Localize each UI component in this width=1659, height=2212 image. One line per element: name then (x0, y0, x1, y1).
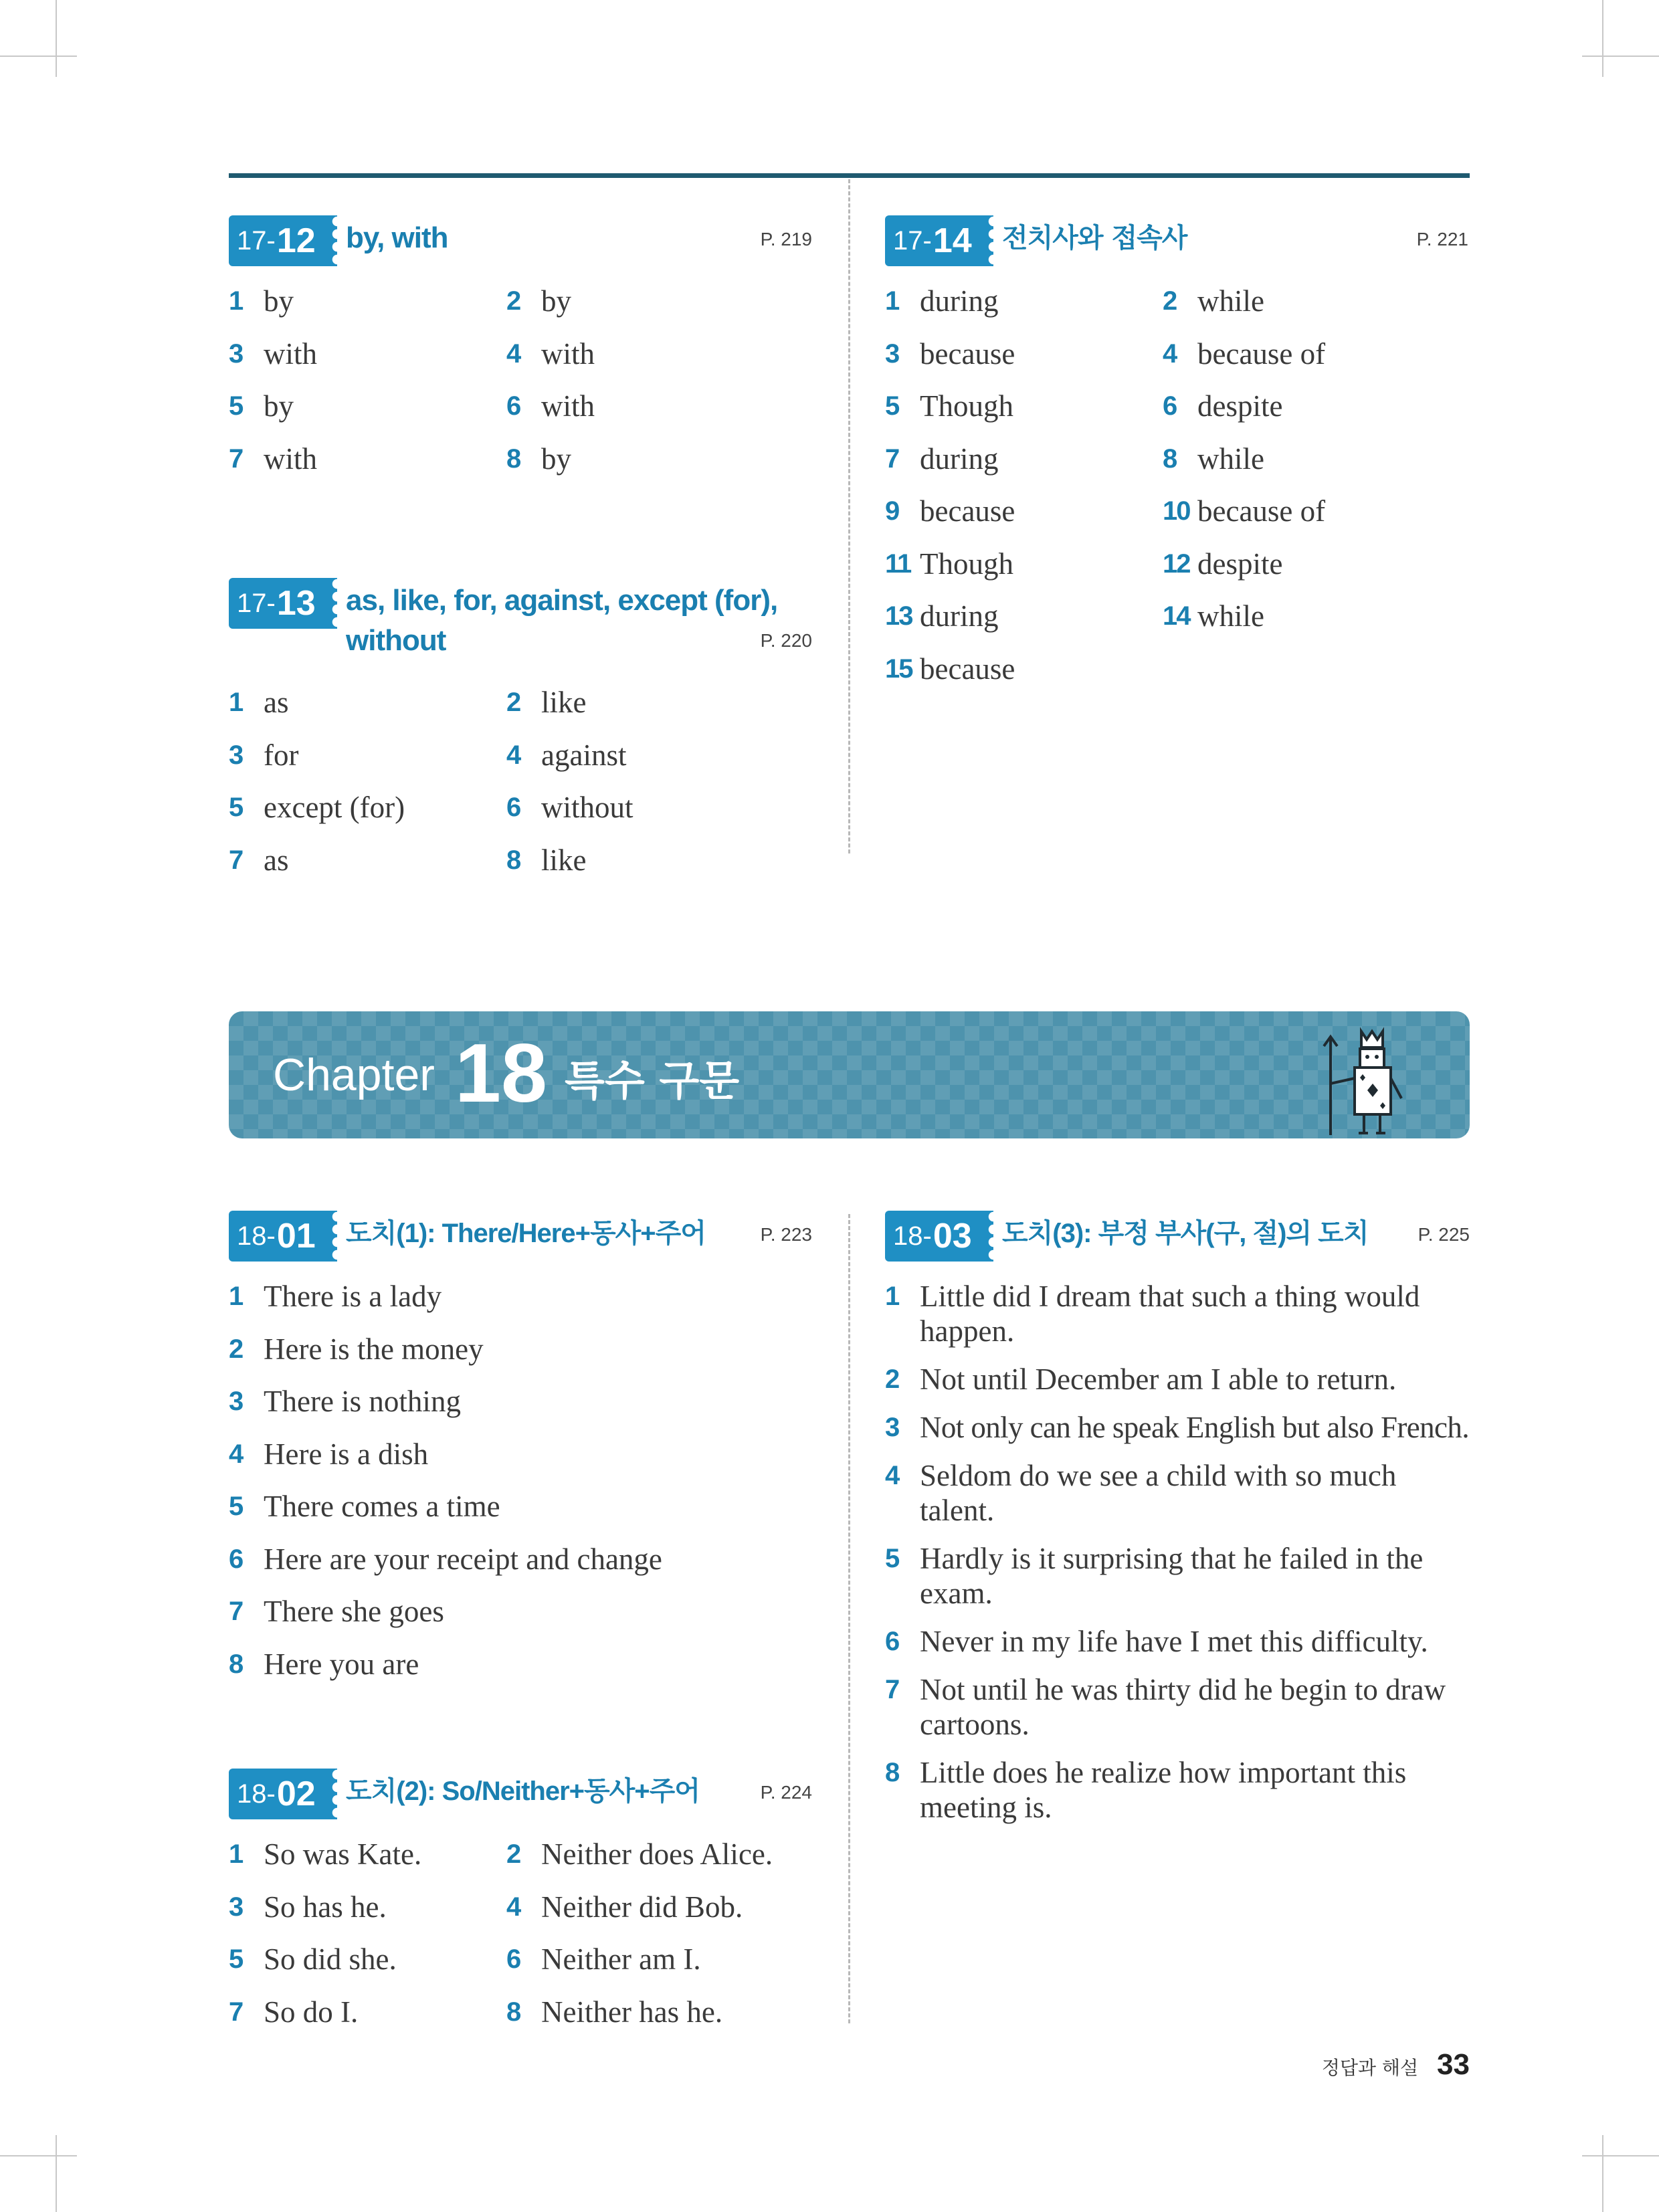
answer-item (229, 1890, 506, 1942)
section-header (229, 1211, 812, 1264)
answer-number: 4 (885, 1461, 900, 1490)
answer-text: without (541, 791, 633, 824)
answer-number: 1 (229, 1839, 244, 1869)
page-reference: P. 225 (1418, 1224, 1470, 1245)
answer-item (885, 546, 1163, 599)
answer-item (885, 1362, 1475, 1397)
section-title: 도치(3): 부정 부사(구, 절)의 도치 (1002, 1219, 1369, 1248)
answer-text: by (541, 441, 571, 476)
answer-item (229, 685, 506, 738)
answer-item (229, 1995, 506, 2047)
answer-number: 6 (506, 793, 522, 822)
section-tag (885, 1211, 984, 1262)
crop-mark (1582, 2155, 1659, 2156)
tag-number: 12 (276, 221, 316, 260)
answer-number: 7 (885, 1675, 900, 1704)
chapter-label: Chapter (273, 1049, 435, 1100)
crop-mark (1602, 0, 1603, 77)
answer-item (229, 1837, 506, 1890)
answer-list (229, 1837, 784, 2047)
answer-item (506, 738, 784, 791)
answer-text: Not until December am I able to return. (920, 1363, 1397, 1396)
answer-item (1163, 441, 1440, 494)
answer-item (885, 389, 1163, 441)
answer-number: 14 (1163, 601, 1190, 631)
tag-prefix: 18- (237, 1779, 276, 1809)
page-reference: P. 223 (760, 1224, 812, 1245)
chapter-banner (229, 1011, 1470, 1138)
tag-number: 02 (276, 1775, 316, 1813)
chapter-title: 특수 구문 (565, 1056, 740, 1105)
tag-number: 14 (933, 221, 972, 260)
answer-text: because of (1197, 336, 1326, 371)
tag-prefix: 17- (893, 225, 932, 256)
section-title-line: without (346, 624, 446, 657)
answer-item (229, 790, 506, 843)
answer-text: during (920, 599, 999, 633)
section-header (885, 215, 1468, 269)
section-18-03 (885, 1211, 1470, 1824)
answer-text: Neither am I. (541, 1942, 701, 1976)
answer-number: 4 (1163, 338, 1178, 369)
footer-label: 정답과 해설 (1321, 2057, 1419, 2079)
answer-number: 6 (229, 1544, 244, 1574)
answer-number: 2 (1163, 286, 1178, 316)
answer-text: Though (920, 389, 1013, 423)
answer-number: 3 (229, 1387, 244, 1416)
answer-number: 1 (885, 286, 900, 316)
answer-number: 8 (229, 1649, 244, 1679)
page-reference: P. 221 (1416, 229, 1468, 249)
page-reference: P. 219 (760, 229, 812, 249)
section-17-14 (885, 215, 1468, 686)
answer-number: 3 (885, 338, 900, 369)
answer-number: 2 (506, 286, 522, 316)
answer-number: 7 (229, 1997, 244, 2027)
section-title: 전치사와 접속사 (1002, 223, 1187, 254)
answer-number: 8 (885, 1758, 900, 1787)
answer-number: 15 (885, 653, 912, 684)
answer-number: 5 (885, 391, 900, 421)
section-tag (229, 1769, 328, 1819)
tag-prefix: 18- (893, 1221, 932, 1251)
answer-number: 1 (229, 286, 244, 316)
answer-item (1163, 494, 1440, 546)
answer-text: There she goes (264, 1595, 444, 1628)
section-tag (229, 578, 328, 629)
answer-number: 3 (229, 338, 244, 369)
crop-mark (56, 2135, 57, 2212)
answer-number: 2 (506, 688, 522, 717)
tag-number: 01 (276, 1217, 316, 1255)
answer-number: 6 (506, 1944, 522, 1974)
answer-text: Neither did Bob. (541, 1890, 743, 1924)
answer-item (506, 1890, 784, 1942)
answer-number: 8 (1163, 443, 1178, 474)
answer-number: 3 (885, 1413, 900, 1442)
answer-text: There is nothing (264, 1385, 461, 1418)
answer-number: 5 (229, 1944, 244, 1974)
answer-text: as (264, 843, 289, 877)
section-18-01 (229, 1211, 812, 1681)
top-rule (229, 173, 1470, 178)
answer-item (1163, 284, 1440, 336)
answer-text: because (920, 651, 1015, 686)
answer-number: 2 (506, 1839, 522, 1869)
section-header (229, 1769, 812, 1822)
answer-item (229, 1647, 662, 1700)
answer-item (229, 1942, 506, 1995)
answer-item (885, 336, 1163, 389)
answer-text: despite (1197, 389, 1283, 423)
answer-item (229, 1542, 662, 1595)
answer-item (506, 284, 784, 336)
section-header (885, 1211, 1470, 1264)
answer-number: 11 (885, 548, 911, 579)
answer-text: by (541, 284, 571, 318)
answer-number: 6 (1163, 391, 1178, 421)
section-title: by, with (346, 221, 448, 254)
answer-item (885, 599, 1163, 651)
page-number: 33 (1437, 2048, 1470, 2081)
answer-text: Hardly is it surprising that he failed in the exam. (920, 1542, 1424, 1610)
answer-text: by (264, 389, 294, 423)
answer-number: 1 (885, 1282, 900, 1311)
answer-text: So do I. (264, 1995, 359, 2029)
answer-text: because (920, 336, 1015, 371)
answer-list (229, 685, 784, 895)
chapter-number: 18 (455, 1027, 547, 1120)
answer-list (229, 1279, 662, 1699)
answer-text: Here are your receipt and change (264, 1542, 662, 1576)
page-reference: P. 224 (760, 1782, 812, 1803)
answer-item (885, 284, 1163, 336)
answer-number: 10 (1163, 496, 1190, 526)
section-title: 도치(2): So/Neither+동사+주어 (346, 1777, 700, 1806)
section-header (229, 578, 812, 658)
answer-number: 12 (1163, 548, 1190, 579)
answer-item (885, 651, 1163, 704)
answer-text: Little did I dream that such a thing would happen. (920, 1280, 1420, 1348)
answer-text: So has he. (264, 1890, 387, 1924)
crop-mark (0, 56, 77, 57)
answer-item (229, 336, 506, 389)
answer-number: 4 (506, 740, 522, 770)
answer-text: despite (1197, 546, 1283, 581)
answer-item (1163, 389, 1440, 441)
answer-item (229, 441, 506, 494)
answer-number: 5 (229, 391, 244, 421)
section-title (346, 581, 777, 661)
answer-text: by (264, 284, 294, 318)
answer-text: Not only can he speak English but also French. (920, 1411, 1469, 1444)
answer-item (885, 1410, 1475, 1445)
answer-number: 2 (229, 1334, 244, 1364)
tag-prefix: 18- (237, 1221, 276, 1251)
answer-list (229, 284, 784, 494)
answer-text: Not until he was thirty did he begin to draw cartoons. (920, 1673, 1446, 1741)
answer-text: because (920, 494, 1015, 528)
answer-text: with (264, 441, 318, 476)
answer-text: Neither does Alice. (541, 1837, 773, 1871)
answer-text: while (1197, 441, 1264, 476)
answer-text: There comes a time (264, 1490, 500, 1523)
answer-number: 13 (885, 601, 912, 631)
answer-number: 5 (885, 1544, 900, 1573)
answer-item (229, 1594, 662, 1647)
answer-item (885, 1755, 1475, 1825)
answer-number: 7 (885, 443, 900, 474)
section-18-02 (229, 1769, 812, 2029)
answer-number: 7 (229, 845, 244, 875)
answer-item (506, 1837, 784, 1890)
answer-item (229, 389, 506, 441)
answer-number: 4 (506, 338, 522, 369)
answer-text: Here is the money (264, 1332, 484, 1366)
answer-text: for (264, 738, 299, 772)
tag-number: 13 (276, 584, 316, 623)
section-tag (885, 215, 984, 266)
answer-text: with (541, 336, 595, 371)
tag-prefix: 17- (237, 588, 276, 618)
section-17-12 (229, 215, 812, 476)
answer-text: against (541, 738, 627, 772)
answer-text: So did she. (264, 1942, 397, 1976)
answer-item (229, 1384, 662, 1437)
answer-number: 8 (506, 845, 522, 875)
answer-text: with (541, 389, 595, 423)
answer-number: 4 (506, 1892, 522, 1922)
answer-text: So was Kate. (264, 1837, 422, 1871)
answer-item (229, 1489, 662, 1542)
answer-number: 8 (506, 443, 522, 474)
answer-item (885, 1458, 1475, 1528)
crop-mark (0, 2155, 77, 2156)
crop-mark (1582, 56, 1659, 57)
answer-text: because of (1197, 494, 1326, 528)
answer-text: while (1197, 599, 1264, 633)
tag-number: 03 (933, 1217, 972, 1255)
answer-text: during (920, 441, 999, 476)
crop-mark (1602, 2135, 1603, 2212)
answer-item (229, 284, 506, 336)
answer-number: 3 (229, 740, 244, 770)
answer-number: 1 (229, 1282, 244, 1311)
answer-item (506, 843, 784, 896)
answer-number: 7 (229, 443, 244, 474)
answer-number: 5 (229, 793, 244, 822)
answer-text: with (264, 336, 318, 371)
answer-item (506, 790, 784, 843)
answer-item (885, 1672, 1475, 1742)
answer-text: There is a lady (264, 1280, 442, 1313)
answer-text: while (1197, 284, 1264, 318)
answer-item (229, 738, 506, 791)
answer-number: 3 (229, 1892, 244, 1922)
answer-number: 6 (506, 391, 522, 421)
answer-item (885, 494, 1163, 546)
section-title-line: as, like, for, against, except (for), (346, 584, 778, 617)
answer-item (506, 685, 784, 738)
section-tag (229, 1211, 328, 1262)
answer-item (506, 441, 784, 494)
section-header (229, 215, 812, 269)
answer-text: Though (920, 546, 1013, 581)
answer-text: during (920, 284, 999, 318)
crop-mark (56, 0, 57, 77)
answer-number: 8 (506, 1997, 522, 2027)
answer-number: 4 (229, 1439, 244, 1469)
answer-number: 9 (885, 496, 900, 526)
answer-text: Little does he realize how important this meeting is. (920, 1756, 1407, 1824)
answer-item (229, 1437, 662, 1490)
answer-item (885, 1279, 1475, 1348)
answer-item (1163, 336, 1440, 389)
answer-text: like (541, 686, 587, 719)
page-reference: P. 220 (760, 630, 812, 651)
answer-number: 7 (229, 1597, 244, 1626)
answer-item (229, 843, 506, 896)
answer-item (229, 1332, 662, 1385)
answer-item (885, 441, 1163, 494)
answer-text: Seldom do we see a child with so much talent. (920, 1459, 1397, 1527)
answer-text: Here you are (264, 1647, 419, 1681)
answer-text: like (541, 843, 587, 877)
answer-item (885, 1624, 1475, 1659)
answer-item (229, 1279, 662, 1332)
answer-item (885, 1541, 1475, 1611)
answer-text: except (for) (264, 791, 405, 824)
answer-item (506, 1942, 784, 1995)
answer-item (1163, 599, 1440, 651)
column-divider (848, 1214, 850, 2023)
card-soldier-icon (1316, 1025, 1423, 1138)
section-tag (229, 215, 328, 266)
section-title: 도치(1): There/Here+동사+주어 (346, 1219, 706, 1248)
answer-item (506, 389, 784, 441)
answer-text: Here is a dish (264, 1437, 429, 1471)
answer-number: 1 (229, 688, 244, 717)
answer-number: 6 (885, 1627, 900, 1656)
answer-number: 2 (885, 1365, 900, 1394)
answer-number: 5 (229, 1492, 244, 1521)
answer-item (506, 336, 784, 389)
answer-item (506, 1995, 784, 2047)
answer-item (1163, 546, 1440, 599)
column-divider (848, 179, 850, 853)
answer-list (885, 1279, 1475, 1838)
tag-prefix: 17- (237, 225, 276, 256)
answer-text: Neither has he. (541, 1995, 723, 2029)
page-footer (1322, 2048, 1470, 2082)
answer-list (885, 284, 1440, 704)
section-17-13 (229, 578, 812, 877)
answer-text: Never in my life have I met this difficulty. (920, 1625, 1428, 1658)
answer-text: as (264, 686, 289, 719)
